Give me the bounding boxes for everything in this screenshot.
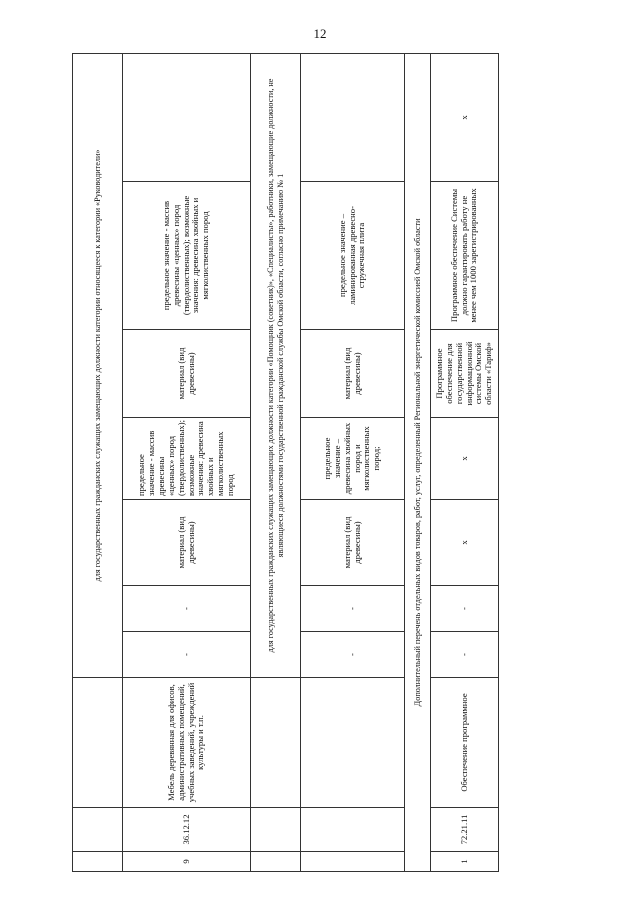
- value: предельное значение – древесина хвойных пород и мягколиственных пород;: [301, 418, 405, 500]
- cell-dash: -: [431, 632, 499, 678]
- section-row-specialists: [251, 53, 301, 871]
- page-number: 12: [313, 26, 327, 41]
- characteristic: материал (вид древесины): [123, 500, 251, 586]
- item-name: Обеспечение программное: [431, 678, 499, 808]
- cell-dash: -: [431, 586, 499, 632]
- cell-dash: -: [123, 632, 251, 678]
- characteristic: Программное обеспечение для государственной информационной системы Омской области «Тариф»: [431, 330, 499, 418]
- furniture-requirements-table: [72, 53, 499, 872]
- row-number: 1: [431, 852, 499, 872]
- cell-dash: -: [123, 586, 251, 632]
- table-row: [301, 53, 405, 871]
- value: предельное значение - массив древесины «ценных» пород (твердолиственных); возможные значения: древесина хвойных и мягколиственных пород: [123, 418, 251, 500]
- table-row: [123, 53, 251, 871]
- okpd-code: 72.21.11: [431, 808, 499, 852]
- table-row: [431, 53, 499, 871]
- cell-dash: -: [301, 586, 405, 632]
- characteristic: х: [431, 500, 499, 586]
- characteristic: материал (вид древесины): [301, 500, 405, 586]
- section-title-leaders: для государственных гражданских служащих замещающих должности категории относящееся к категории «Руководители»: [73, 53, 123, 677]
- rotated-table-frame: [72, 54, 498, 872]
- value: Программное обеспечение Системы должно гарантировать работу не менее чем 1000 зарегистрированных: [431, 182, 499, 330]
- characteristic: материал (вид древесины): [123, 330, 251, 418]
- value: предельное значение – ламинированная древесно-стружечная плита: [301, 182, 405, 330]
- value: предельное значение - массив древесины «ценных» пород (твердолиственных); возможные значения: древесина хвойных и мягколиственных пород: [123, 182, 251, 330]
- okpd-code: 36.12.12: [123, 808, 251, 852]
- section-title-specialists: для государственных гражданских служащих замещающих должности категории «Помощник (советник)», «Специалисты», работники, замещающие должности, не являющиеся должностями государственной гражданской службы Омской области, согласно примечанию № 1: [251, 53, 301, 677]
- cell-x: х: [431, 53, 499, 181]
- value: х: [431, 418, 499, 500]
- section-title-additional: Дополнительный перечень отдельных видов товаров, работ, услуг, определенный Региональной энергетической комиссией Омской области: [405, 53, 431, 871]
- item-name: Мебель деревянная для офисов, административных помещений, учебных заведений, учреждений культуры и т.п.: [123, 678, 251, 808]
- cell-dash: -: [301, 632, 405, 678]
- rotated-table-area: [72, 54, 498, 872]
- row-number: 9: [123, 852, 251, 872]
- section-row-additional: [405, 53, 431, 871]
- section-row-leaders: [73, 53, 123, 871]
- characteristic: материал (вид древесины): [301, 330, 405, 418]
